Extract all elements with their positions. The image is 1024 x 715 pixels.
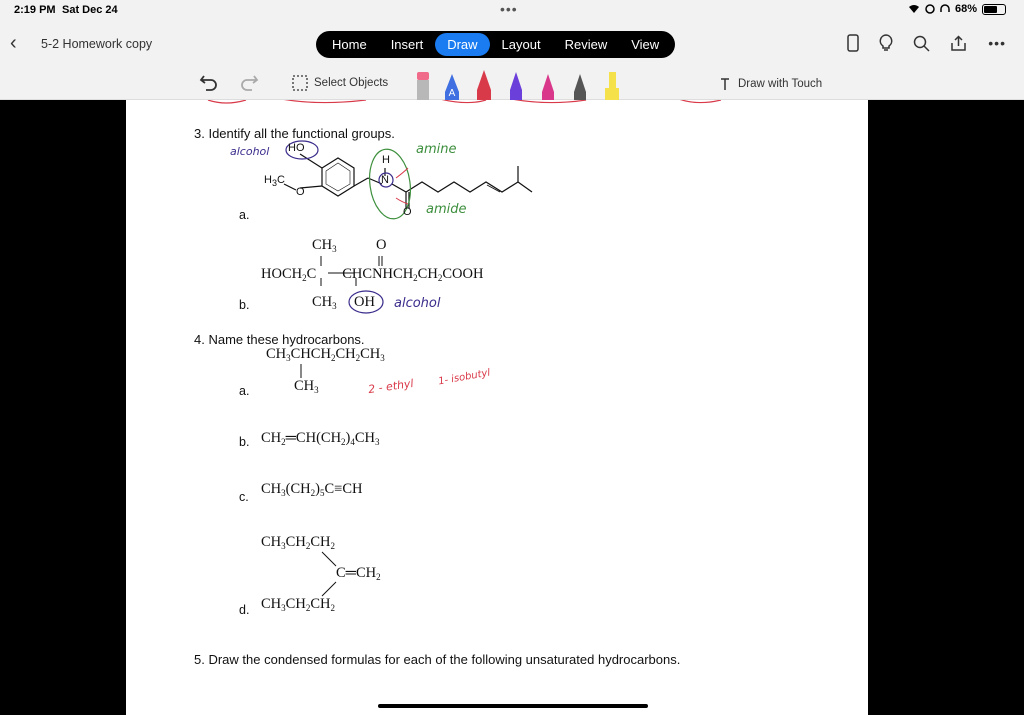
q4c-formula: $CH_3(CH_2)_5C\equiv CH$ [261,481,363,498]
mol-a-o2: O [403,206,412,218]
draw-with-touch-label: Draw with Touch [738,78,823,90]
pen-black-icon[interactable] [569,68,591,100]
ink-amine: amine [416,142,457,157]
mol-b-top-ch3: $CH_3$ [312,237,337,254]
status-time: 2:19 PM [14,4,56,16]
q4-label-d: d. [239,603,250,617]
q4d-bottom: $CH_3CH_2CH_2$ [261,596,335,613]
question-5: 5. Draw the condensed formulas for each of the following unsaturated hydrocarbons. [194,652,681,667]
draw-with-touch-button[interactable] [718,76,822,92]
status-right [908,3,1006,15]
eraser-icon[interactable] [415,68,431,100]
touch-draw-icon [718,76,732,92]
ink-alcohol-b: alcohol [394,296,441,311]
mol-b-oh: OH [354,294,375,310]
search-icon[interactable] [913,35,930,52]
status-bar [0,0,1024,22]
q3-label-a: a. [239,208,250,222]
question-3: 3. Identify all the functional groups. [194,126,395,141]
pen-purple-icon[interactable] [505,68,527,100]
ribbon-tabs [316,31,675,58]
svg-text:A: A [448,88,456,99]
battery-icon [982,4,1006,15]
select-objects-label: Select Objects [314,77,389,89]
nav-bar [0,22,1024,68]
mol-a-h3c: $H_3C$ [264,174,285,188]
pen-blue-icon[interactable] [441,68,463,100]
ink-q4a-name2: 1- isobutyl [437,367,492,388]
highlighter-yellow-icon[interactable] [601,68,623,100]
document-title[interactable]: 5-2 Homework copy [41,37,153,51]
ink-q4a-name: 2 - ethyl [367,376,415,397]
select-objects-button[interactable] [292,75,388,91]
tab-home[interactable]: Home [332,37,367,52]
ink-partial-top [206,100,726,108]
more-options-icon[interactable]: ••• [988,35,1006,51]
q4-label-b: b. [239,435,250,449]
tab-layout[interactable]: Layout [501,37,541,52]
tab-view[interactable]: View [631,37,660,52]
q4d-mid: $C═CH_2$ [336,565,381,582]
mol-b-main: $HOCH_2C$ $CHCNHCH_2CH_2COOH$ [261,266,484,283]
home-indicator[interactable] [378,704,648,708]
tab-insert[interactable]: Insert [390,37,424,52]
mol-a-n: N [381,174,389,186]
question-4: 4. Name these hydrocarbons. [194,332,365,347]
draw-toolbar [0,68,1024,100]
q4a-formula: $CH_3CHCH_2CH_2CH_3$ [266,346,385,363]
q4d-top: $CH_3CH_2CH_2$ [261,534,335,551]
ink-amide: amide [426,202,467,217]
headphones-icon [940,4,950,14]
q3-label-b: b. [239,298,250,312]
status-date: Sat Dec 24 [62,4,118,16]
select-objects-icon [292,75,308,91]
q4a-branch: $CH_3$ [294,378,319,395]
ink-oh-circle [346,288,386,316]
share-icon[interactable] [950,35,968,52]
nav-actions [847,34,1006,52]
mol-b-bottom-ch3: $CH_3$ [312,294,337,311]
mol-a-o: O [296,186,305,198]
focus-icon [925,4,935,14]
undo-icon[interactable] [198,72,220,94]
q4-label-a: a. [239,384,250,398]
q4b-formula: $CH_2═CH(CH_2)_4CH_3$ [261,430,380,447]
wifi-icon [908,4,920,14]
pen-red-icon[interactable] [473,68,495,100]
tab-review[interactable]: Review [564,37,608,52]
mol-a-ho: HO [288,142,305,154]
tab-draw[interactable]: Draw [435,33,489,56]
redo-icon[interactable] [238,72,260,94]
pen-tools [415,68,623,100]
lightbulb-icon[interactable] [879,34,893,52]
battery-percent: 68% [954,3,977,15]
mol-b-top-o: O [376,237,387,253]
pen-pink-icon[interactable] [537,68,559,100]
back-chevron-icon[interactable]: ‹ [10,32,17,54]
document-page[interactable] [126,100,868,715]
mol-a-h: H [382,154,390,166]
multitask-dots-icon[interactable]: ••• [500,1,518,17]
q4-label-c: c. [239,490,249,504]
ink-alcohol-a: alcohol [230,145,270,158]
phone-view-icon[interactable] [847,34,859,52]
